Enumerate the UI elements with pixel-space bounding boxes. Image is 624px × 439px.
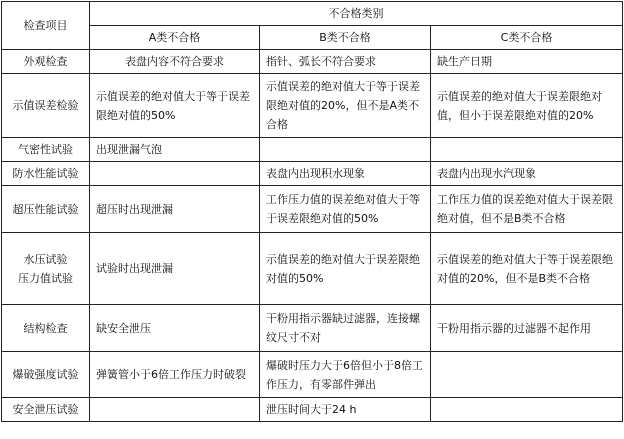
row-item-label: 安全泄压试验 <box>2 398 90 422</box>
row-class-a-cell <box>90 398 260 422</box>
table-row <box>2 50 623 74</box>
row-class-b-cell: 示值误差的绝对值大于误差限绝对值的50% <box>260 233 431 305</box>
header-class-a: A类不合格 <box>90 26 260 50</box>
header-inspection-item: 检查项目 <box>2 2 90 50</box>
table-row <box>2 233 623 305</box>
row-class-a-cell: 缺安全泄压 <box>90 305 260 352</box>
row-item-label: 结构检查 <box>2 305 90 352</box>
row-class-b-cell: 工作压力值的误差绝对值大于等于误差限绝对值的50% <box>260 186 431 233</box>
row-class-c-cell: 示值误差的绝对值大于误差限绝对值，但小于误差限绝对值的20% <box>431 74 623 138</box>
inspection-table-wrapper <box>1 1 623 422</box>
row-class-c-cell <box>431 352 623 398</box>
row-class-a-cell: 表盘内容不符合要求 <box>90 50 260 74</box>
header-class-c: C类不合格 <box>431 26 623 50</box>
row-class-a-cell: 示值误差的绝对值大于等于误差限绝对值的50% <box>90 74 260 138</box>
row-class-a-cell <box>90 162 260 186</box>
nonconformity-classification-table <box>1 1 623 422</box>
table-row <box>2 74 623 138</box>
row-class-b-cell: 表盘内出现积水现象 <box>260 162 431 186</box>
header-row-2 <box>2 26 623 50</box>
row-class-c-cell: 示值误差的绝对值大于等于误差限绝对值的20%，但不是B类不合格 <box>431 233 623 305</box>
row-item-label: 外观检查 <box>2 50 90 74</box>
row-item-label: 超压性能试验 <box>2 186 90 233</box>
row-class-b-cell: 爆破时压力大于6倍但小于8倍工作压力，有零部件弹出 <box>260 352 431 398</box>
table-row <box>2 162 623 186</box>
row-class-c-cell: 工作压力值的误差绝对值大于误差限绝对值，但不是B类不合格 <box>431 186 623 233</box>
header-class-b: B类不合格 <box>260 26 431 50</box>
row-class-c-cell: 缺生产日期 <box>431 50 623 74</box>
row-class-c-cell: 干粉用指示器的过滤器不起作用 <box>431 305 623 352</box>
table-row <box>2 138 623 162</box>
row-class-b-cell: 指针、弧长不符合要求 <box>260 50 431 74</box>
row-class-b-cell <box>260 138 431 162</box>
row-class-a-cell: 出现泄漏气泡 <box>90 138 260 162</box>
row-item-label: 气密性试验 <box>2 138 90 162</box>
row-class-a-cell: 试验时出现泄漏 <box>90 233 260 305</box>
table-row <box>2 305 623 352</box>
header-nonconformity-category: 不合格类别 <box>90 2 623 26</box>
row-class-c-cell: 表盘内出现水汽现象 <box>431 162 623 186</box>
row-item-label: 示值误差检验 <box>2 74 90 138</box>
row-class-a-cell: 超压时出现泄漏 <box>90 186 260 233</box>
table-row <box>2 186 623 233</box>
table-row <box>2 398 623 422</box>
row-class-c-cell <box>431 398 623 422</box>
table-row <box>2 352 623 398</box>
row-class-a-cell: 弹簧管小于6倍工作压力时破裂 <box>90 352 260 398</box>
row-class-b-cell: 示值误差的绝对值大于等于误差限绝对值的20%，但不是A类不合格 <box>260 74 431 138</box>
row-item-label: 防水性能试验 <box>2 162 90 186</box>
row-class-c-cell <box>431 138 623 162</box>
row-item-label: 水压试验 压力值试验 <box>2 233 90 305</box>
row-item-label: 爆破强度试验 <box>2 352 90 398</box>
row-class-b-cell: 泄压时间大于24 h <box>260 398 431 422</box>
row-class-b-cell: 干粉用指示器缺过滤器，连接螺纹尺寸不对 <box>260 305 431 352</box>
header-row-1 <box>2 2 623 26</box>
